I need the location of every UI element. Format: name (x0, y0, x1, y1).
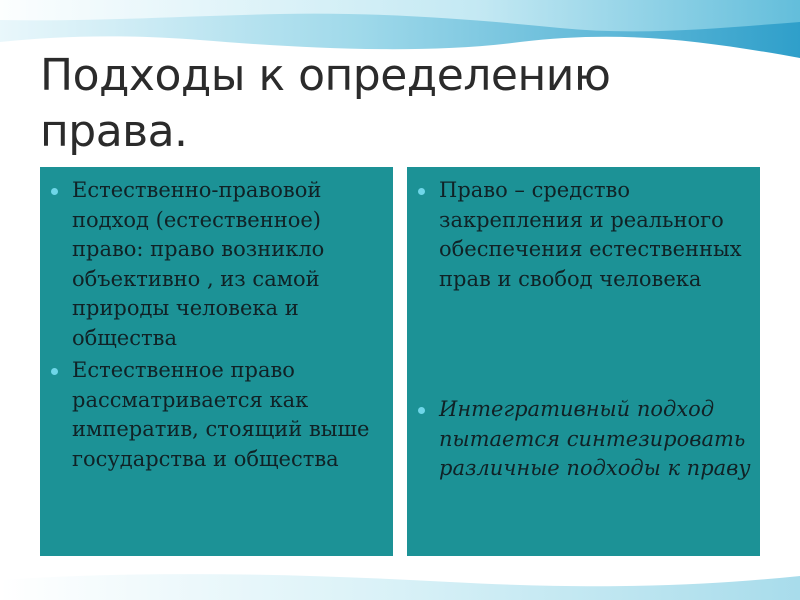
list-item (40, 356, 385, 474)
bullet-text: Естественное право рассматривается как императив, стоящий выше государства и общества (72, 358, 370, 471)
right-bullet-list-bottom (407, 395, 752, 484)
left-bullet-list (40, 176, 385, 474)
right-bullet-list-top (407, 176, 752, 294)
bullet-text: Естественно-правовой подход (естественное) право: право возникло объективно , из самой природы человека и общества (72, 178, 325, 350)
left-content-box (40, 167, 393, 556)
right-content-box (407, 167, 760, 556)
bullet-dot-icon (51, 188, 58, 195)
bullet-dot-icon (418, 407, 425, 414)
list-item (407, 176, 752, 294)
slide-title: Подходы к определению права. (40, 50, 611, 157)
bullet-text: Право – средство закрепления и реального обеспечения естественных прав и свобод человека (439, 178, 742, 291)
bullet-dot-icon (418, 188, 425, 195)
list-item (407, 395, 752, 484)
bullet-dot-icon (51, 368, 58, 375)
list-item (40, 176, 385, 353)
bullet-text-italic: Интегративный подход пытается синтезировать различные подходы к праву (439, 397, 751, 480)
